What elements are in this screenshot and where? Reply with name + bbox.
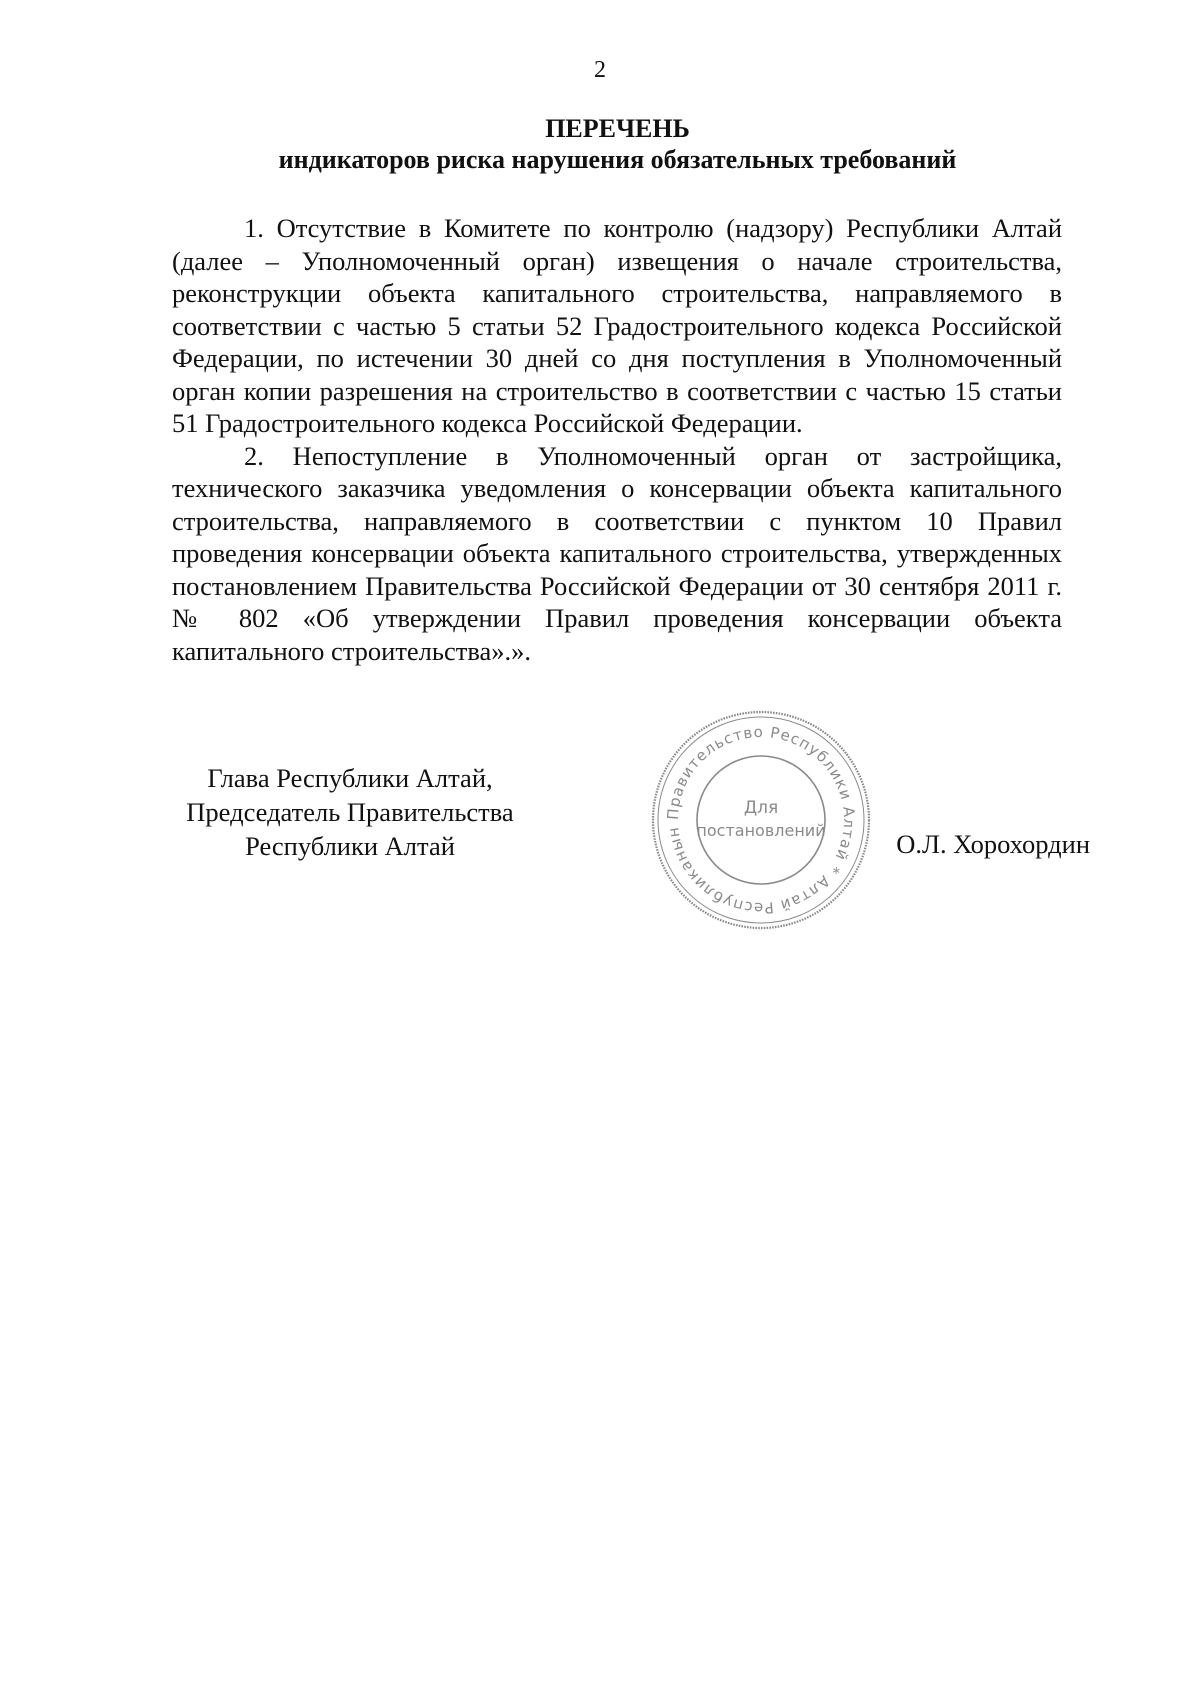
- page-number: 2: [594, 57, 606, 83]
- signatory-position-line-3: Республики Алтай: [245, 831, 455, 861]
- paragraph-1: 1. Отсутствие в Комитете по контролю (надзору) Республики Алтай (далее – Уполномоченный орган) извещения о начале строительства, реконструкции объекта капитального строительства, направляемого в соответствии с частью 5 статьи 52 Градостроительного кодекса Российской Федерации, по истечении 30 дней со дня поступления в Уполномоченный орган копии разрешения на строительство в соответствии с частью 15 статьи 51 Градостроительного кодекса Российской Федерации.: [172, 213, 1062, 438]
- title-subheading: индикаторов риска нарушения обязательных требований: [278, 145, 957, 174]
- seal-ring-text: Правительство Республики Алтай * Алтай Республиканын: [663, 722, 859, 918]
- signatory-position-line-1: Глава Республики Алтай,: [207, 763, 493, 793]
- seal-outer-inner-ring: [658, 717, 864, 923]
- seal-inner-ring: [697, 756, 825, 884]
- seal-center-line-2: постановлений: [696, 821, 826, 840]
- seal-outer-ring: [653, 712, 869, 928]
- official-seal: [648, 707, 874, 933]
- signatory-position: [150, 761, 550, 863]
- title-heading: ПЕРЕЧЕНЬ: [545, 114, 690, 143]
- signatory-name: О.Л. Хорохордин: [896, 829, 1090, 859]
- paragraph-2: 2. Непоступление в Уполномоченный орган от застройщика, технического заказчика уведомления о консервации объекта капитального строительства, направляемого в соответствии с пунктом 10 Правил проведения консервации объекта капитального строительства, утвержденных постановлением Правительства Российской Федерации от 30 сентября 2011 г. № 802 «Об утверждении Правил проведения консервации объекта капитального строительства».».: [172, 440, 1062, 666]
- document-body: [172, 212, 1062, 667]
- seal-graphic: [648, 707, 874, 933]
- document-title: [170, 113, 1065, 175]
- seal-center-line-1: Для: [743, 798, 779, 818]
- signatory-position-line-2: Председатель Правительства: [186, 797, 514, 827]
